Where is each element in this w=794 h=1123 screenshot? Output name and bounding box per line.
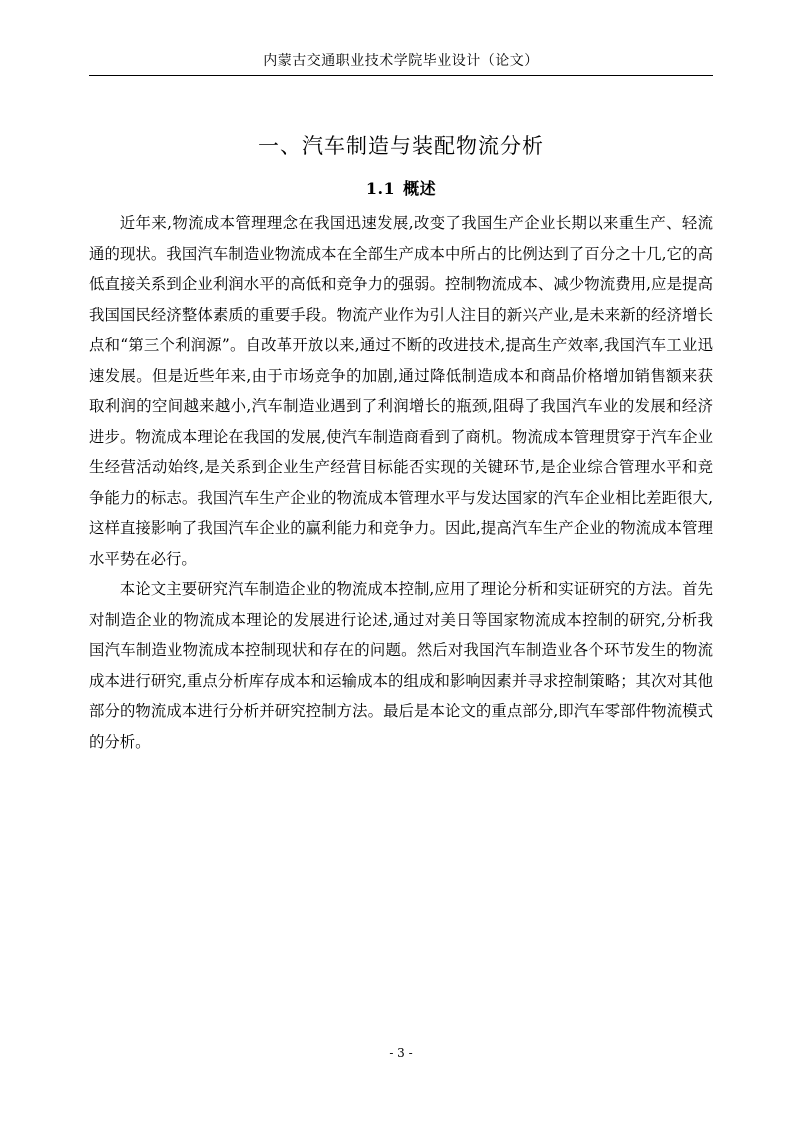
section-number: 1.1 xyxy=(365,179,396,198)
page-header xyxy=(89,50,713,76)
body-text xyxy=(89,208,713,757)
header-text: 内蒙古交通职业技术学院毕业设计（论文） xyxy=(263,53,539,69)
paragraph: 近年来,物流成本管理理念在我国迅速发展,改变了我国生产企业长期以来重生产、轻流通的现状。我国汽车制造业物流成本在全部生产成本中所占的比例达到了百分之十几,它的高低直接关系到企业利润水平的高低和竞争力的强弱。控制物流成本、减少物流费用,应是提高我国国民经济整体素质的重要手段。物流产业作为引人注目的新兴产业,是未来新的经济增长点和“第三个利润源”。自改革开放以来,通过不断的改进技术,提高生产效率,我国汽车工业迅速发展。但是近些年来,由于市场竞争的加剧,通过降低制造成本和商品价格增加销售额来获取利润的空间越来越小,汽车制造业遇到了利润增长的瓶颈,阻碍了我国汽车业的发展和经济进步。物流成本理论在我国的发展,使汽车制造商看到了商机。物流成本管理贯穿于汽车企业生经营活动始终,是关系到企业生产经营目标能否实现的关键环节,是企业综合管理水平和竞争能力的标志。我国汽车生产企业的物流成本管理水平与发达国家的汽车企业相比差距很大,这样直接影响了我国汽车企业的赢利能力和竞争力。因此,提高汽车生产企业的物流成本管理水平势在必行。 xyxy=(89,214,713,568)
section-title xyxy=(89,176,713,199)
section-title-text: 概述 xyxy=(403,179,437,198)
page-number: - 3 - xyxy=(389,1046,413,1060)
chapter-title: 一、汽车制造与装配物流分析 xyxy=(258,134,544,158)
paragraph: 本论文主要研究汽车制造企业的物流成本控制,应用了理论分析和实证研究的方法。首先对制造企业的物流成本理论的发展进行论述,通过对美日等国家物流成本控制的研究,分析我国汽车制造业物流成本控制现状和存在的问题。然后对我国汽车制造业各个环节发生的物流成本进行研究,重点分析库存成本和运输成本的组成和影响因素并寻求控制策略；其次对其他部分的物流成本进行分析并研究控制方法。最后是本论文的重点部分,即汽车零部件物流模式的分析。 xyxy=(89,580,713,751)
